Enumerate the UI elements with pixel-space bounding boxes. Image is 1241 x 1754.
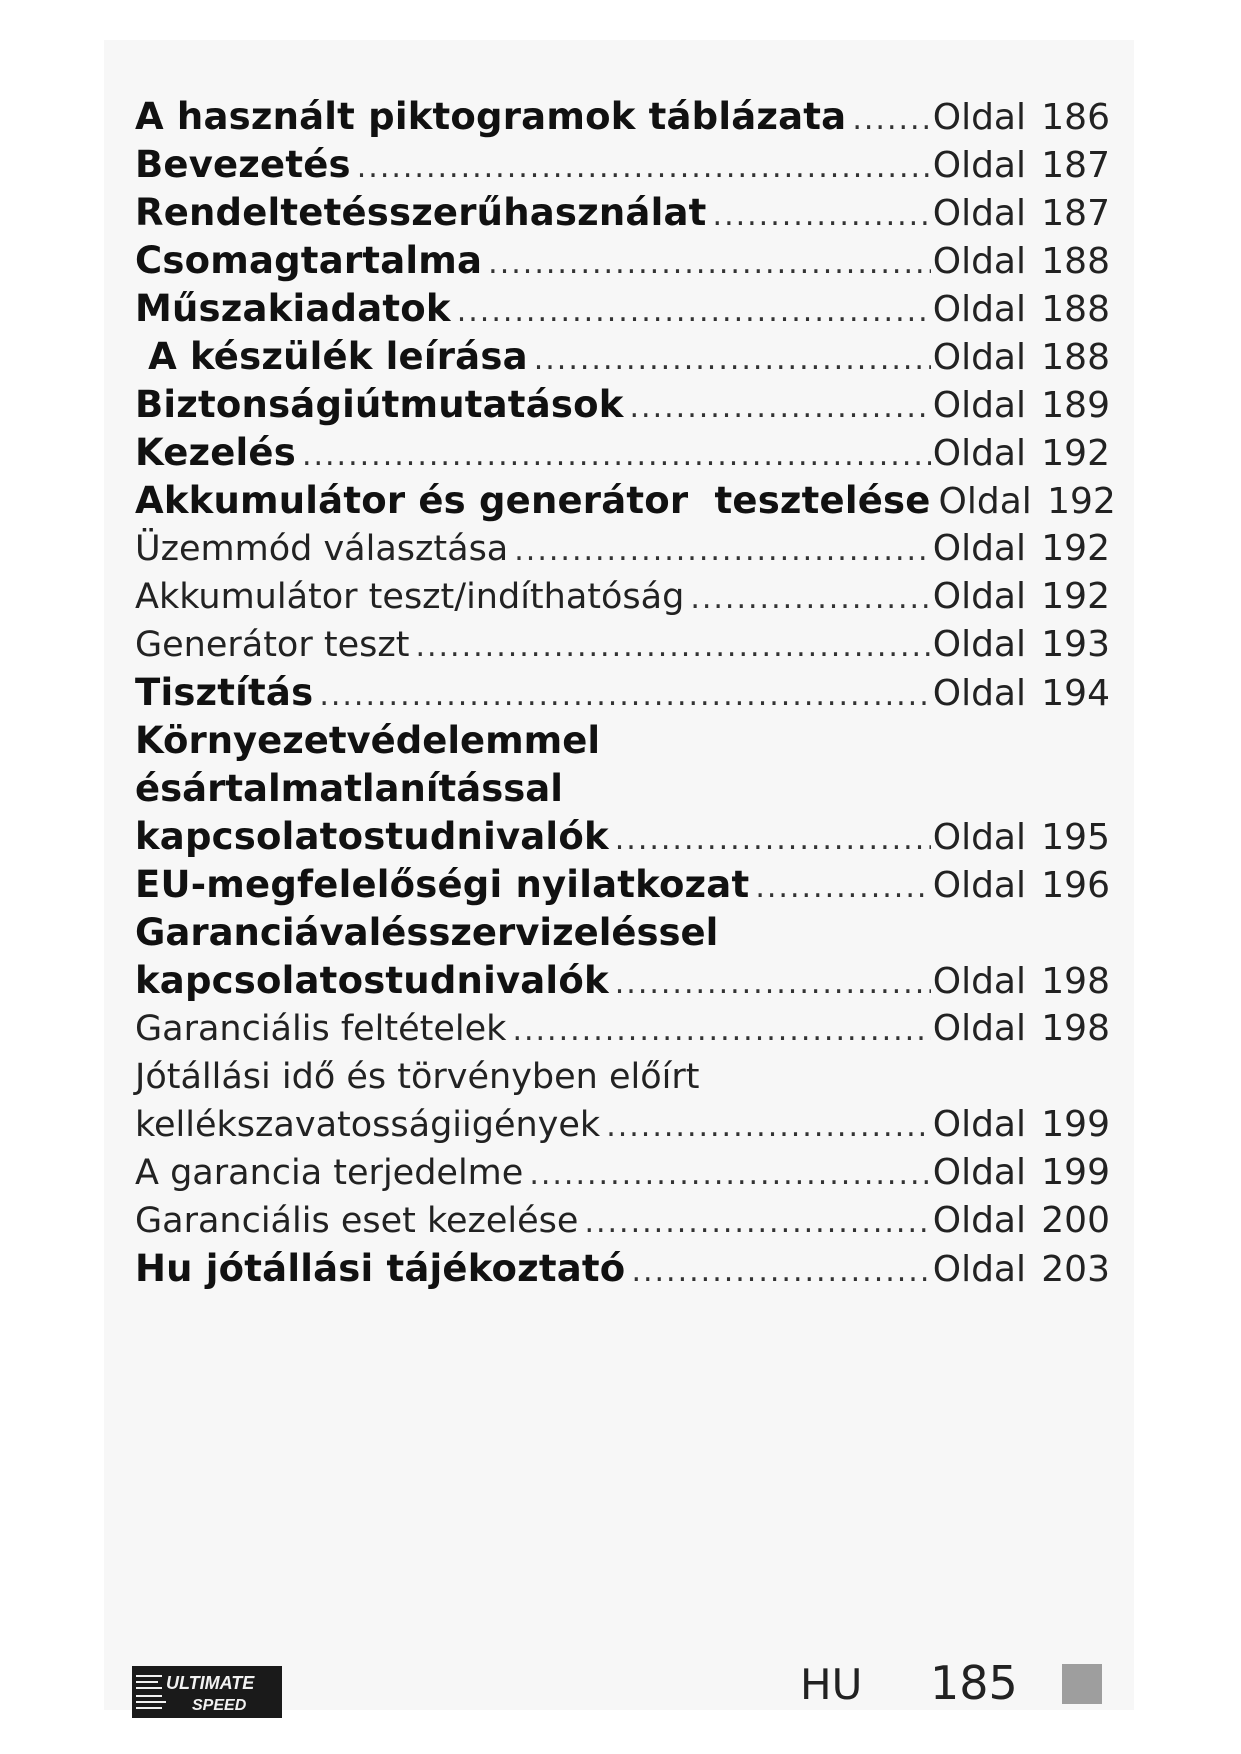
toc-entry-title: A használt piktogramok táblázata	[135, 95, 847, 138]
dot-leader	[512, 1007, 930, 1055]
dot-leader	[615, 816, 931, 864]
page-number-ref: 188	[1041, 241, 1110, 282]
page-number: 185	[930, 1656, 1018, 1710]
page-number-ref: 188	[1041, 289, 1110, 330]
toc-entry[interactable]	[135, 525, 1110, 573]
toc-page-ref	[933, 1197, 1110, 1245]
dot-leader	[514, 527, 930, 575]
dot-leader	[852, 96, 930, 144]
toc-entry[interactable]	[135, 957, 1110, 1005]
page-number-ref: 189	[1041, 385, 1110, 426]
toc-entry[interactable]	[135, 93, 1110, 141]
toc-entry-title: EU-megfelelőségi nyilatkozat	[135, 863, 750, 906]
page-label: Oldal	[932, 97, 1026, 138]
toc-entry[interactable]	[135, 621, 1110, 669]
dot-leader	[415, 623, 930, 671]
page-number-ref: 187	[1041, 145, 1110, 186]
toc-entry[interactable]	[135, 1005, 1110, 1053]
toc-entry-title: Akkumulátor és generátor tesztelése	[135, 479, 931, 522]
dot-leader	[529, 1151, 930, 1199]
toc-entry[interactable]	[135, 813, 1110, 861]
toc-entry-title: kapcsolatostudnivalók	[135, 815, 609, 858]
toc-page-ref	[933, 1101, 1110, 1149]
toc-page-ref	[933, 190, 1110, 238]
page-label: Oldal	[932, 1104, 1026, 1145]
page-label: Oldal	[932, 145, 1026, 186]
toc-entry[interactable]	[135, 1245, 1110, 1293]
toc-entry[interactable]	[135, 477, 1116, 525]
toc-entry[interactable]	[135, 861, 1110, 909]
dot-leader	[615, 960, 931, 1008]
toc-entry-title-line: Jótállási idő és törvényben előírt	[135, 1057, 700, 1097]
toc-page-ref	[939, 478, 1116, 526]
toc-page-ref	[933, 862, 1110, 910]
page-number-ref: 198	[1041, 1008, 1110, 1049]
dot-leader	[631, 1248, 930, 1296]
page-number-ref: 186	[1041, 97, 1110, 138]
toc-page-ref	[933, 1246, 1110, 1294]
toc-page-ref	[933, 430, 1110, 478]
page-label: Oldal	[932, 289, 1026, 330]
page-label: Oldal	[932, 961, 1026, 1002]
toc-entry[interactable]	[135, 1149, 1110, 1197]
page-label: Oldal	[938, 481, 1032, 522]
toc-entry[interactable]	[135, 1101, 1110, 1149]
toc-page-ref	[933, 334, 1110, 382]
dot-leader	[584, 1199, 930, 1247]
page-number-ref: 196	[1041, 865, 1110, 906]
dot-leader	[630, 384, 931, 432]
toc-entry-title: Akkumulátor teszt/indíthatóság	[135, 577, 685, 617]
page-number-ref: 192	[1041, 576, 1110, 617]
dot-leader	[755, 864, 930, 912]
page-label: Oldal	[932, 241, 1026, 282]
page-marker-square	[1062, 1664, 1102, 1704]
toc-page-ref	[933, 142, 1110, 190]
page-label: Oldal	[932, 673, 1026, 714]
toc-entry-title: Bevezetés	[135, 143, 351, 186]
dot-leader	[319, 672, 930, 720]
toc-entry[interactable]	[135, 141, 1110, 189]
toc-entry[interactable]	[135, 237, 1110, 285]
toc-entry[interactable]	[135, 669, 1110, 717]
toc-entry[interactable]	[135, 1197, 1110, 1245]
dot-leader	[302, 432, 931, 480]
page-label: Oldal	[932, 624, 1026, 665]
dot-leader	[713, 192, 931, 240]
toc-entry[interactable]	[135, 285, 1110, 333]
page-label: Oldal	[932, 385, 1026, 426]
toc-entry-title: kellékszavatosságiigények	[135, 1105, 601, 1145]
toc-entry-title-line: ésártalmatlanítással	[135, 767, 563, 810]
toc-entry-title: A garancia terjedelme	[135, 1153, 524, 1193]
toc-page-ref	[933, 621, 1110, 669]
page-label: Oldal	[932, 1008, 1026, 1049]
toc-entry-title: A készülék leírása	[135, 335, 528, 378]
toc-entry-title: Biztonságiútmutatások	[135, 383, 624, 426]
dot-leader	[606, 1103, 931, 1151]
toc-entry-title: Üzemmód választása	[135, 529, 509, 569]
page-label: Oldal	[932, 1152, 1026, 1193]
toc-page-ref	[933, 1149, 1110, 1197]
page-number-ref: 192	[1041, 528, 1110, 569]
page-number-ref: 199	[1041, 1104, 1110, 1145]
dot-leader	[690, 575, 930, 623]
toc-entry-title: Kezelés	[135, 431, 296, 474]
page-number-ref: 193	[1041, 624, 1110, 665]
page-label: Oldal	[932, 337, 1026, 378]
toc-entry-title-line: Garanciávalésszervizeléssel	[135, 911, 719, 954]
toc-entry[interactable]	[135, 429, 1110, 477]
toc-page-ref	[933, 670, 1110, 718]
ultimate-speed-logo	[132, 1666, 282, 1718]
toc-entry[interactable]	[135, 189, 1110, 237]
toc-page-ref	[933, 94, 1110, 142]
toc-entry-title: Tisztítás	[135, 671, 314, 714]
page-number-ref: 203	[1041, 1249, 1110, 1290]
page-label: Oldal	[932, 1200, 1026, 1241]
page-label: Oldal	[932, 1249, 1026, 1290]
dot-leader	[357, 144, 931, 192]
toc-page-ref	[933, 382, 1110, 430]
toc-entry-title: Garanciális eset kezelése	[135, 1201, 579, 1241]
page-label: Oldal	[932, 817, 1026, 858]
page-number-ref: 194	[1041, 673, 1110, 714]
toc-page-ref	[933, 1005, 1110, 1053]
toc-page-ref	[933, 958, 1110, 1006]
toc-entry-title-line: Környezetvédelemmel	[135, 719, 601, 762]
toc-page-ref	[933, 286, 1110, 334]
toc-entry[interactable]	[135, 573, 1110, 621]
toc-entry-title: Csomagtartalma	[135, 239, 483, 282]
logo-text-speed: SPEED	[192, 1697, 247, 1714]
page-label: Oldal	[932, 433, 1026, 474]
toc-entry-title: Műszakiadatok	[135, 287, 451, 330]
dot-leader	[488, 240, 931, 288]
table-of-contents	[135, 93, 1116, 1293]
dot-leader	[457, 288, 931, 336]
toc-entry[interactable]	[135, 333, 1110, 381]
toc-page-ref	[933, 525, 1110, 573]
toc-entry-title: Garanciális feltételek	[135, 1009, 507, 1049]
logo-text-ultimate: ULTIMATE	[166, 1673, 255, 1693]
page-number-ref: 195	[1041, 817, 1110, 858]
page-number-ref: 200	[1041, 1200, 1110, 1241]
page-number-ref: 187	[1041, 193, 1110, 234]
language-code: HU	[800, 1660, 863, 1709]
dot-leader	[534, 336, 931, 384]
page-label: Oldal	[932, 193, 1026, 234]
page-number-ref: 192	[1041, 433, 1110, 474]
page-number-ref: 188	[1041, 337, 1110, 378]
page-label: Oldal	[932, 576, 1026, 617]
page-label: Oldal	[932, 865, 1026, 906]
toc-entry[interactable]	[135, 381, 1110, 429]
toc-entry-title: Rendeltetésszerűhasználat	[135, 191, 707, 234]
page-label: Oldal	[932, 528, 1026, 569]
toc-page-ref	[933, 814, 1110, 862]
toc-entry-title: Hu jótállási tájékoztató	[135, 1247, 626, 1290]
toc-page-ref	[933, 573, 1110, 621]
toc-entry-title: Generátor teszt	[135, 625, 410, 665]
toc-entry-title: kapcsolatostudnivalók	[135, 959, 609, 1002]
page-number-ref: 192	[1047, 481, 1116, 522]
toc-page-ref	[933, 238, 1110, 286]
page-number-ref: 199	[1041, 1152, 1110, 1193]
page-number-ref: 198	[1041, 961, 1110, 1002]
